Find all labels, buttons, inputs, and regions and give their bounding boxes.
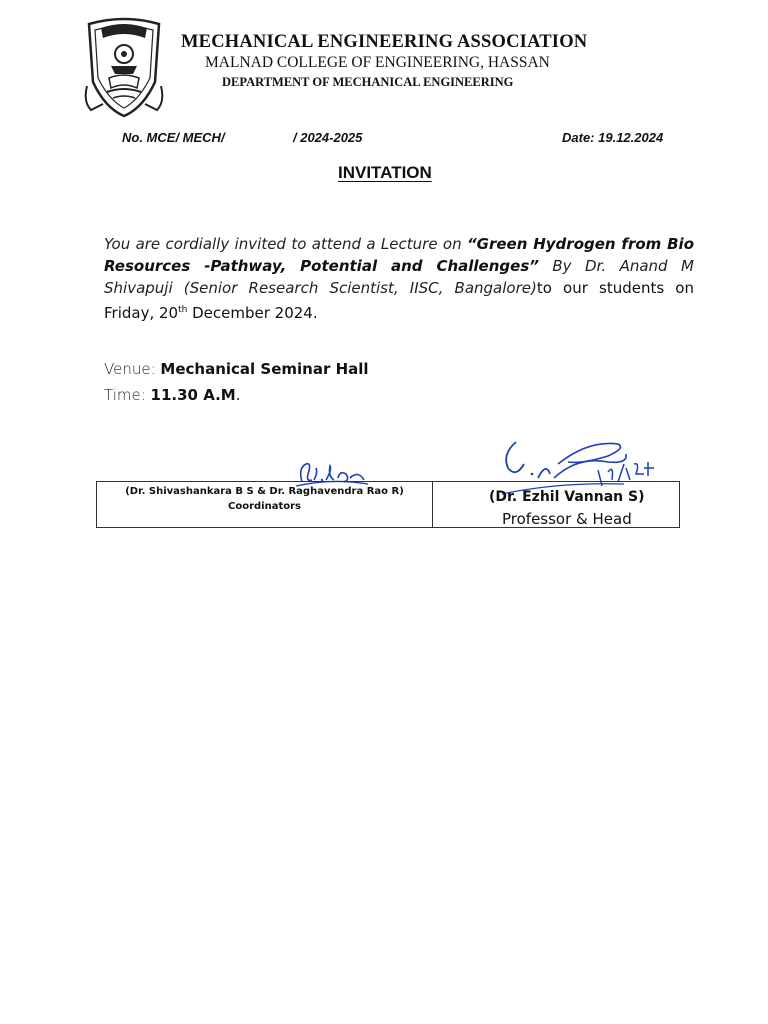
department-name: DEPARTMENT OF MECHANICAL ENGINEERING xyxy=(222,75,514,89)
time-value: 11.30 A.M xyxy=(150,386,236,404)
hod-name: (Dr. Ezhil Vannan S) xyxy=(489,489,645,505)
signature-table xyxy=(96,481,680,528)
speaker-text: By Dr. Anand M Shivapuji (Senior Research Scientist, IISC, Bangalore) xyxy=(104,257,694,297)
coordinators-role: Coordinators xyxy=(228,501,301,512)
signature-divider xyxy=(432,482,433,528)
audience-text: to our students on Friday, 20 xyxy=(104,279,694,322)
college-name: MALNAD COLLEGE OF ENGINEERING, HASSAN xyxy=(205,54,550,71)
invitation-body xyxy=(104,233,694,324)
organization-name: MECHANICAL ENGINEERING ASSOCIATION xyxy=(181,32,588,52)
venue-line xyxy=(104,360,369,378)
letter-date: Date: 19.12.2024 xyxy=(562,130,664,145)
page-title: INVITATION xyxy=(338,163,432,182)
time-line xyxy=(104,386,241,404)
venue-value: Mechanical Seminar Hall xyxy=(160,360,369,378)
date-suffix: th xyxy=(178,305,188,315)
hod-role: Professor & Head xyxy=(502,510,632,528)
coordinators-names: (Dr. Shivashankara B S & Dr. Raghavendra Rao R) xyxy=(125,486,404,497)
time-trailing: . xyxy=(235,386,241,404)
reference-number-prefix: No. MCE/ MECH/ xyxy=(122,130,225,145)
lecture-topic: “Green Hydrogen from Bio Resources -Pathway, Potential and Challenges” xyxy=(104,235,694,275)
date-text: December 2024. xyxy=(187,304,318,322)
venue-label: Venue: xyxy=(104,360,156,378)
intro-text: You are cordially invited to attend a Lecture on xyxy=(104,235,467,253)
college-emblem-icon xyxy=(83,16,165,120)
reference-number-suffix: / 2024-2025 xyxy=(293,130,363,145)
time-label: Time: xyxy=(104,386,146,404)
